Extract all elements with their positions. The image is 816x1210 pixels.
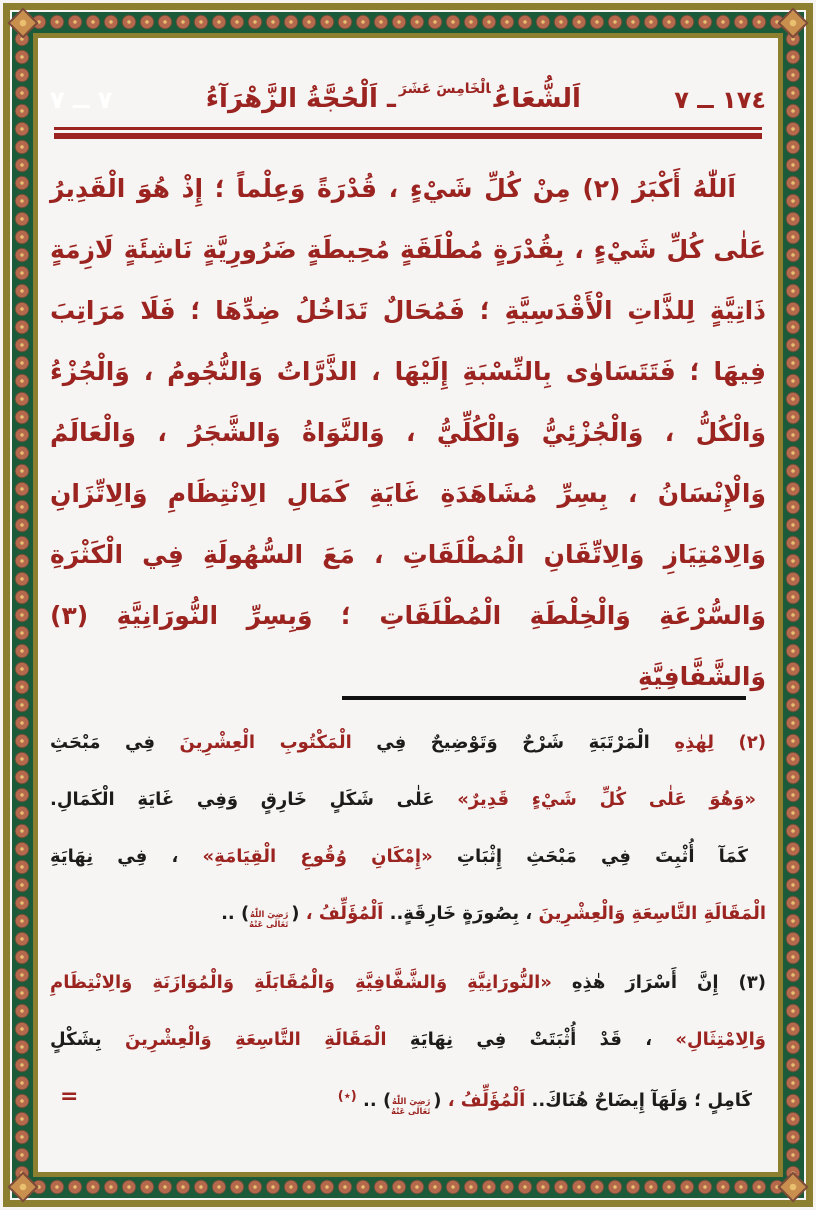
footnote-segment: الْمَرْتَبَةِ شَرْحٌ وَتَوْضِيحٌ فِي <box>351 732 675 753</box>
body-line: اَللّٰهُ أَكْبَرُ (٢) مِنْ كُلِّ شَيْءٍ ، قُدْرَةً وَعِلْماً ؛ إِذْ هُوَ الْقَدِيرُ <box>50 174 736 203</box>
footnote-2 <box>50 714 766 942</box>
footnote-segment: ( <box>433 1090 442 1111</box>
page-number: ١٧٤ ــ ٧ <box>674 86 766 114</box>
frame-ornament-band-right <box>783 12 804 1198</box>
chapter-title <box>206 81 581 114</box>
footnote-segment: وَالِامْتِثَالِ» <box>675 1029 766 1050</box>
frame-ornament-band-bottom <box>12 1177 804 1198</box>
body-text <box>50 158 766 691</box>
frame-ornament-band-top <box>12 12 804 33</box>
footnote-segment: بِشَكْلٍ <box>50 1029 125 1050</box>
body-line: وَالِامْتِيَازِ وَالِاتِّقَانِ الْمُطْلَقَاتِ ، مَعَ السُّهُولَةِ فِي الْكَثْرَةِ <box>50 540 766 569</box>
footnote-segment: ، بِصُورَةٍ خَارِقَةٍ.. <box>383 903 539 924</box>
page-header <box>50 56 766 114</box>
body-line: وَالْكُلُّ ، وَالْجُزْئِيُّ وَالْكُلِّيُّ ، وَالنَّوَاةُ وَالشَّجَرُ ، وَالْعَالَمُ <box>50 418 766 447</box>
footnote-line <box>50 1068 766 1125</box>
footnote-line <box>50 714 766 771</box>
footnote-segment: ) .. <box>221 903 250 924</box>
footnotes <box>50 714 766 1125</box>
author-seal-icon: رَضِيَ اللّٰهُ تَعَالٰى عَنْهُ <box>249 910 289 930</box>
footnote-line <box>50 828 766 885</box>
header-rule-thick <box>54 133 762 139</box>
frame-ornament-band-left <box>12 12 33 1198</box>
footnote-segment: «وَهُوَ عَلٰى كُلِّ شَيْءٍ قَدِيرٌ» <box>457 789 756 810</box>
footnote-segment: عَلٰى شَكَلٍ خَارِقٍ وَفِي غَايَةِ الْكَمَالِ. <box>50 789 458 810</box>
footnote-segment: ) .. <box>356 1090 392 1111</box>
author-seal-icon: رَضِيَ اللّٰهُ تَعَالٰى عَنْهُ <box>391 1097 431 1117</box>
footnote-segment: ، فِي نِهَايَةِ <box>50 846 203 867</box>
footnote-segment: (٣) إِنَّ أَسْرَارَ هٰذِهِ <box>551 972 766 993</box>
body-line: ذَاتِيَّةٍ لِلذَّاتِ الْأَقْدَسِيَّةِ ؛ فَمُحَالٌ تَدَاخُلُ ضِدِّهَا ؛ فَلَا مَرَاتِبَ <box>50 296 766 325</box>
footnote-line <box>50 1011 766 1068</box>
footnote-segment: الْمَقَالَةِ التَّاسِعَةِ وَالْعِشْرِينَ <box>124 1029 387 1050</box>
continuation-mark: = <box>60 1084 79 1109</box>
chapter-title-superscript: الْخَامِسَ عَشَرَ <box>398 81 491 97</box>
page-content <box>40 40 776 1170</box>
footnote-line <box>50 954 766 1011</box>
footnote-segment: كَامِلٍ ؛ وَلَهَآ إِيضَاحٌ هُنَاكَ.. <box>525 1090 752 1111</box>
footnote-3 <box>50 954 766 1125</box>
body-line: عَلٰى كُلِّ شَيْءٍ ، بِقُدْرَةٍ مُطْلَقَةٍ مُحِيطَةٍ ضَرُورِيَّةٍ نَاشِئَةٍ لَازِمَةٍ <box>50 235 766 264</box>
chapter-title-part2: ـ اَلْحُجَّةُ الزَّهْرَآءُ <box>205 84 396 114</box>
body-line: فِيهَا ؛ فَتَتَسَاوٰى بِالنِّسْبَةِ إِلَيْهَا ، الذَّرَّاتُ وَالنُّجُومُ ، وَالْجُزْءُ <box>50 357 766 386</box>
footnote-line <box>50 771 766 828</box>
footnote-segment: اَلْمُؤَلِّفُ ، <box>441 1090 526 1111</box>
footnote-segment: ، قَدْ أُثْبَتَتْ فِي نِهَايَةِ <box>386 1029 676 1050</box>
chapter-title-part1: اَلشُّعَاعُ <box>493 84 581 114</box>
footnote-segment: «النُّورَانِيَّةِ وَالشَّفَّافِيَّةِ وَالْمُقَابَلَةِ وَالْمُوَازَنَةِ وَالِانْتِظَامِ <box>50 972 552 993</box>
body-line: وَالسُّرْعَةِ وَالْخِلْطَةِ الْمُطْلَقَاتِ ؛ وَبِسِرِّ النُّورَانِيَّةِ (٣) وَالشَّفَّافِيَّةِ <box>50 601 766 691</box>
ghost-page-number: ٧ ــ ٧ <box>50 86 113 114</box>
rosette-icon: (٭) <box>337 1089 357 1104</box>
footnote-segment: (٢) لِهٰذِهِ <box>674 732 766 753</box>
body-line: وَالْإِنْسَانُ ، بِسِرِّ مُشَاهَدَةِ غَايَةِ كَمَالِ الِانْتِظَامِ وَالِاتِّزَانِ <box>50 479 766 508</box>
footnote-segment: الْمَكْتُوبِ الْعِشْرِينَ <box>179 732 352 753</box>
footnote-segment: كَمَآ أُثْبِتَ فِي مَبْحَثِ إِثْبَاتِ <box>432 846 748 867</box>
footnote-segment: «إِمْكَانِ وُقُوعِ الْقِيَامَةِ» <box>202 846 433 867</box>
header-rule-thin <box>54 127 762 130</box>
footnote-segment: اَلْمُؤَلِّفُ ، <box>299 903 384 924</box>
footnote-line <box>50 885 766 942</box>
footnote-segment: الْمَقَالَةِ التَّاسِعَةِ وَالْعِشْرِينَ <box>538 903 766 924</box>
footnote-segment: ( <box>291 903 300 924</box>
footnote-segment: فِي مَبْحَثِ <box>50 732 180 753</box>
